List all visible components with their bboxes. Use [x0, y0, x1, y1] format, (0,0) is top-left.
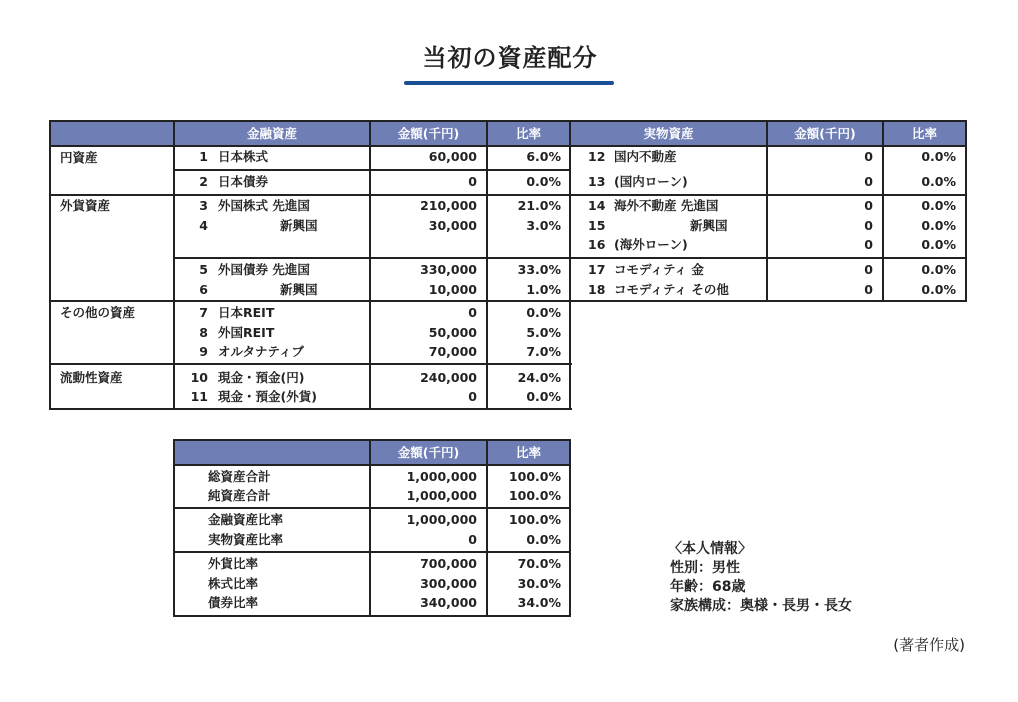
row-amount: 50,000 — [428, 325, 477, 340]
category-label: 流動性資産 — [60, 370, 123, 385]
row-ratio: 34.0% — [517, 595, 561, 610]
category-label: 円資産 — [60, 150, 98, 165]
row-label: 外貨比率 — [208, 556, 259, 571]
row-ratio: 100.0% — [508, 488, 561, 503]
row-ratio: 7.0% — [526, 344, 561, 359]
row-ratio: 100.0% — [508, 469, 561, 484]
row-ratio: 0.0% — [526, 305, 561, 320]
header-amount-2: 金額(千円) — [794, 126, 856, 141]
row-amount: 30,000 — [428, 218, 477, 233]
row-number: 15 — [588, 218, 606, 233]
row-label: 実物資産比率 — [208, 532, 284, 547]
row-name: 現金・預金(外貨) — [218, 389, 317, 404]
divider — [49, 120, 51, 410]
row-ratio: 0.0% — [921, 198, 956, 213]
row-amount: 330,000 — [420, 262, 477, 277]
row-ratio: 0.0% — [921, 174, 956, 189]
row-name: 国内不動産 — [614, 149, 677, 164]
profile-family: 家族構成：奥様・長男・長女 — [670, 598, 852, 614]
row-amount: 70,000 — [428, 344, 477, 359]
row-name: 外国債券 先進国 — [218, 262, 310, 277]
row-amount: 0 — [864, 149, 873, 164]
row-name: 新興国 — [690, 218, 728, 233]
row-amount: 0 — [468, 532, 477, 547]
divider — [49, 194, 967, 196]
row-amount: 340,000 — [420, 595, 477, 610]
divider — [173, 615, 571, 617]
divider — [49, 120, 967, 122]
source-note: (著者作成) — [893, 636, 965, 654]
row-name: 現金・預金(円) — [218, 370, 305, 385]
row-ratio: 0.0% — [526, 389, 561, 404]
row-amount: 0 — [864, 262, 873, 277]
row-amount: 1,000,000 — [406, 469, 477, 484]
row-amount: 60,000 — [428, 149, 477, 164]
row-name: 日本REIT — [218, 305, 275, 320]
divider — [569, 120, 571, 410]
header-ratio-2: 比率 — [911, 126, 937, 141]
title-underline — [404, 81, 614, 85]
row-amount: 0 — [468, 174, 477, 189]
row-amount: 10,000 — [428, 282, 477, 297]
category-label: その他の資産 — [60, 305, 136, 320]
row-name: 日本債券 — [218, 174, 269, 189]
row-name: コモディティ 金 — [614, 262, 704, 277]
page-title: 当初の資産配分 — [422, 44, 598, 72]
row-ratio: 0.0% — [921, 149, 956, 164]
row-number: 17 — [588, 262, 606, 277]
row-ratio: 0.0% — [526, 174, 561, 189]
row-number: 14 — [588, 198, 606, 213]
row-number: 18 — [588, 282, 606, 297]
row-amount: 0 — [468, 389, 477, 404]
divider — [173, 464, 571, 466]
row-amount: 210,000 — [420, 198, 477, 213]
row-amount: 0 — [468, 305, 477, 320]
row-ratio: 33.0% — [517, 262, 561, 277]
summary-header-ratio: 比率 — [515, 445, 541, 460]
row-ratio: 1.0% — [526, 282, 561, 297]
row-name: 新興国 — [280, 218, 318, 233]
row-amount: 0 — [864, 282, 873, 297]
divider — [173, 439, 571, 441]
row-ratio: 30.0% — [517, 576, 561, 591]
row-ratio: 21.0% — [517, 198, 561, 213]
row-number: 6 — [199, 282, 208, 297]
row-name: 海外不動産 先進国 — [614, 198, 719, 213]
row-name: 外国株式 先進国 — [218, 198, 310, 213]
row-ratio: 70.0% — [517, 556, 561, 571]
divider — [49, 408, 572, 410]
row-amount: 1,000,000 — [406, 488, 477, 503]
divider — [173, 120, 175, 410]
divider — [173, 551, 571, 553]
row-ratio: 3.0% — [526, 218, 561, 233]
row-amount: 0 — [864, 218, 873, 233]
row-ratio: 0.0% — [921, 237, 956, 252]
row-label: 債券比率 — [208, 595, 259, 610]
row-ratio: 24.0% — [517, 370, 561, 385]
row-amount: 240,000 — [420, 370, 477, 385]
header-financial: 金融資産 — [246, 126, 297, 141]
row-ratio: 6.0% — [526, 149, 561, 164]
row-name: 新興国 — [280, 282, 318, 297]
row-label: 株式比率 — [208, 576, 259, 591]
row-number: 8 — [199, 325, 208, 340]
divider — [173, 507, 571, 509]
row-number: 3 — [199, 198, 208, 213]
category-label: 外貨資産 — [60, 198, 111, 213]
row-ratio: 5.0% — [526, 325, 561, 340]
row-number: 10 — [190, 370, 208, 385]
header-amount: 金額(千円) — [397, 126, 460, 141]
divider — [174, 169, 570, 171]
profile-heading: 〈本人情報〉 — [668, 541, 752, 557]
row-number: 11 — [190, 389, 208, 404]
row-ratio: 0.0% — [921, 282, 956, 297]
row-name: コモディティ その他 — [614, 282, 729, 297]
row-number: 12 — [588, 149, 606, 164]
profile-age: 年齢：68歳 — [670, 579, 746, 595]
divider — [49, 145, 967, 147]
row-number: 5 — [199, 262, 208, 277]
row-amount: 0 — [864, 198, 873, 213]
row-amount: 300,000 — [420, 576, 477, 591]
row-ratio: 0.0% — [921, 262, 956, 277]
header-ratio: 比率 — [515, 126, 541, 141]
header-real: 実物資産 — [643, 126, 694, 141]
row-label: 純資産合計 — [208, 488, 271, 503]
summary-header-amount: 金額(千円) — [397, 445, 460, 460]
divider — [965, 120, 967, 302]
row-ratio: 0.0% — [526, 532, 561, 547]
row-amount: 0 — [864, 174, 873, 189]
row-name: (国内ローン) — [614, 174, 688, 189]
row-number: 13 — [588, 174, 606, 189]
row-label: 総資産合計 — [208, 469, 271, 484]
row-amount: 0 — [864, 237, 873, 252]
row-number: 1 — [199, 149, 208, 164]
row-number: 2 — [199, 174, 208, 189]
row-amount: 700,000 — [420, 556, 477, 571]
row-amount: 1,000,000 — [406, 512, 477, 527]
divider — [49, 300, 967, 302]
row-number: 7 — [199, 305, 208, 320]
row-number: 4 — [199, 218, 208, 233]
divider — [569, 439, 571, 617]
row-name: 外国REIT — [218, 325, 275, 340]
row-label: 金融資産比率 — [208, 512, 284, 527]
profile-gender: 性別：男性 — [670, 560, 740, 576]
row-ratio: 100.0% — [508, 512, 561, 527]
divider — [49, 363, 572, 365]
row-number: 9 — [199, 344, 208, 359]
row-name: オルタナティブ — [218, 344, 305, 359]
row-name: 日本株式 — [218, 149, 269, 164]
divider — [173, 439, 175, 617]
row-name: (海外ローン) — [614, 237, 688, 252]
row-number: 16 — [588, 237, 606, 252]
row-ratio: 0.0% — [921, 218, 956, 233]
